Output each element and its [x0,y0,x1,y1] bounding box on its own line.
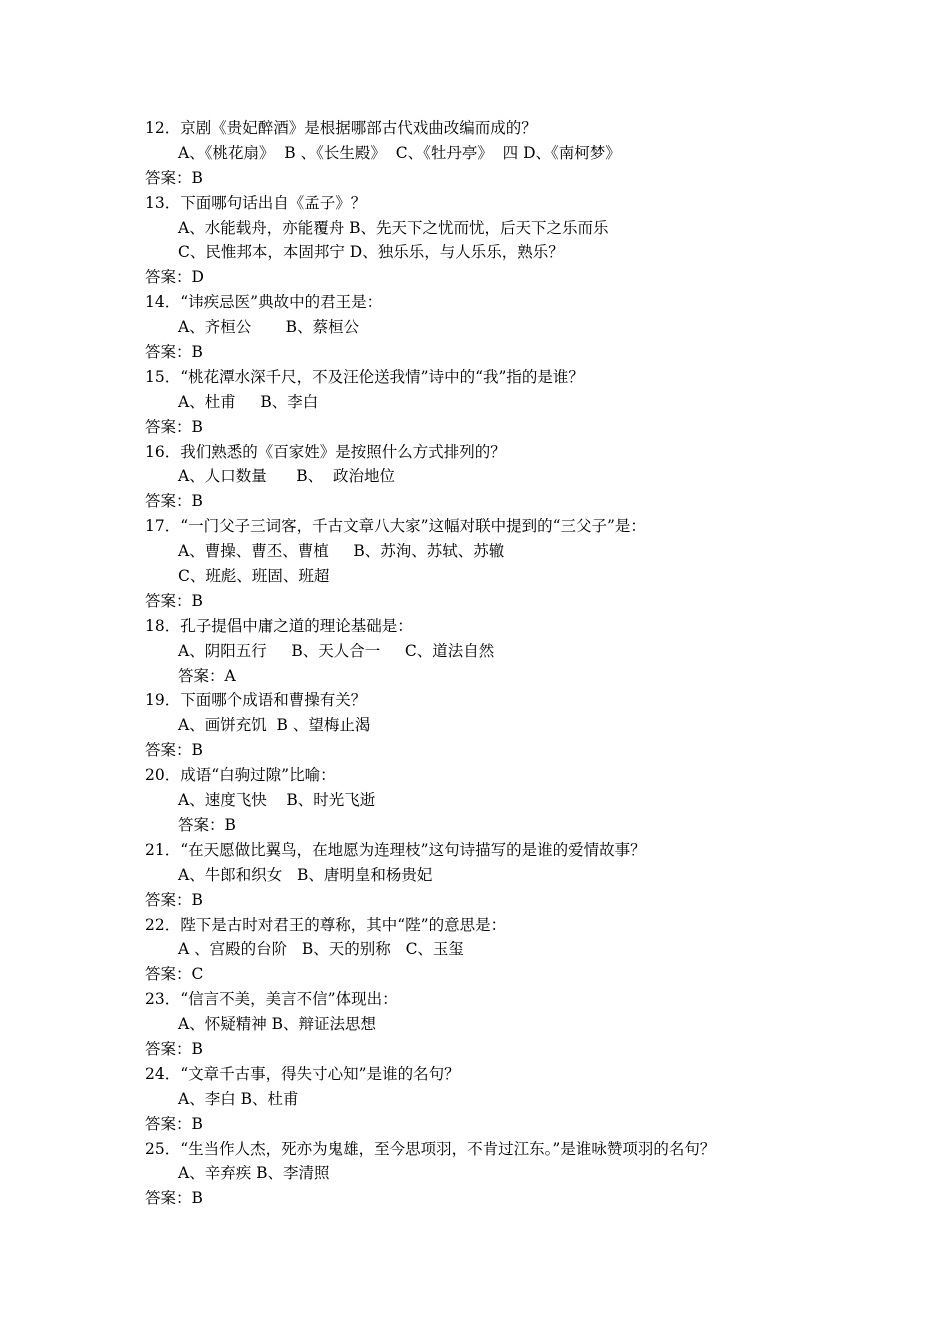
quiz-question-block [145,1137,885,1212]
question-text: 18．孔子提倡中庸之道的理论基础是： [145,616,413,635]
quiz-question-block [145,1062,885,1137]
quiz-question-block [145,365,885,440]
answer-options: A、速度飞快 B、时光飞逝 [178,791,376,810]
answer-key: 答案：B [145,1039,203,1058]
question-text: 16．我们熟悉的《百家姓》是按照什么方式排列的？ [145,442,506,461]
question-text: 22．陛下是古时对君王的尊称，其中“陛”的意思是： [145,915,507,934]
answer-key: 答案：C [145,965,204,984]
answer-options: A、人口数量 B、 政治地位 [178,467,396,486]
answer-options: A、怀疑精神 B、辩证法思想 [178,1015,377,1034]
answer-key: 答案：B [145,492,203,511]
question-text: 13．下面哪句话出自《孟子》？ [145,193,367,212]
question-text: 21．“在天愿做比翼鸟，在地愿为连理枝”这句诗描写的是谁的爱情故事？ [145,840,646,859]
answer-options: A、辛弃疾 B、李清照 [178,1164,330,1183]
answer-key: 答案：B [178,815,236,834]
answer-key: 答案：B [145,168,203,187]
answer-options: A、齐桓公 B、蔡桓公 [178,318,360,337]
answer-options: C、民惟邦本，本固邦宁 D、独乐乐，与人乐乐，熟乐？ [178,243,564,262]
quiz-question-block [145,116,885,191]
answer-key: 答案：B [145,1114,203,1133]
question-text: 20．成语“白驹过隙”比喻： [145,766,336,785]
answer-key: 答案：B [145,1189,203,1208]
quiz-question-block [145,987,885,1062]
answer-options: C、班彪、班固、班超 [178,567,330,586]
quiz-question-block [145,191,885,291]
quiz-question-block [145,440,885,515]
question-text: 15．“桃花潭水深千尺，不及汪伦送我情”诗中的“我”指的是谁？ [145,367,584,386]
quiz-question-block [145,290,885,365]
question-text: 19．下面哪个成语和曹操有关？ [145,691,367,710]
quiz-question-block [145,614,885,689]
quiz-list [145,116,885,1211]
question-text: 14．“讳疾忌医”典故中的君王是： [145,293,383,312]
answer-options: A、李白 B、杜甫 [178,1089,299,1108]
answer-key: 答案：A [178,666,236,685]
answer-options: A、牛郎和织女 B、唐明皇和杨贵妃 [178,865,433,884]
answer-options: A、曹操、曹丕、曹植 B、苏洵、苏轼、苏辙 [178,542,505,561]
answer-key: 答案：D [145,268,204,287]
quiz-question-block [145,688,885,763]
answer-key: 答案：B [145,890,203,909]
answer-options: A、水能载舟，亦能覆舟 B、先天下之忧而忧，后天下之乐而乐 [178,218,609,237]
answer-options: A、杜甫 B、李白 [178,392,319,411]
answer-options: A 、宫殿的台阶 B、天的别称 C、玉玺 [178,940,464,959]
answer-key: 答案：B [145,591,203,610]
answer-key: 答案：B [145,741,203,760]
quiz-question-block [145,514,885,614]
question-text: 23．“信言不美，美言不信”体现出： [145,990,398,1009]
question-text: 17．“一门父子三词客，千古文章八大家”这幅对联中提到的“三父子”是： [145,517,646,536]
quiz-question-block [145,763,885,838]
question-text: 24．“文章千古事，得失寸心知”是谁的名句？ [145,1064,460,1083]
answer-key: 答案：B [145,343,203,362]
answer-options: A、《桃花扇》 B 、《长生殿》 C、《牡丹亭》 四 D、《南柯梦》 [178,143,621,162]
answer-key: 答案：B [145,417,203,436]
quiz-question-block [145,913,885,988]
quiz-question-block [145,838,885,913]
question-text: 25．“生当作人杰，死亦为鬼雄，至今思项羽，不肯过江东。”是谁咏赞项羽的名句？ [145,1139,716,1158]
answer-options: A、画饼充饥 B 、望梅止渴 [178,716,371,735]
answer-options: A、阴阳五行 B、天人合一 C、道法自然 [178,641,495,660]
question-text: 12．京剧《贵妃醉酒》是根据哪部古代戏曲改编而成的？ [145,119,537,137]
